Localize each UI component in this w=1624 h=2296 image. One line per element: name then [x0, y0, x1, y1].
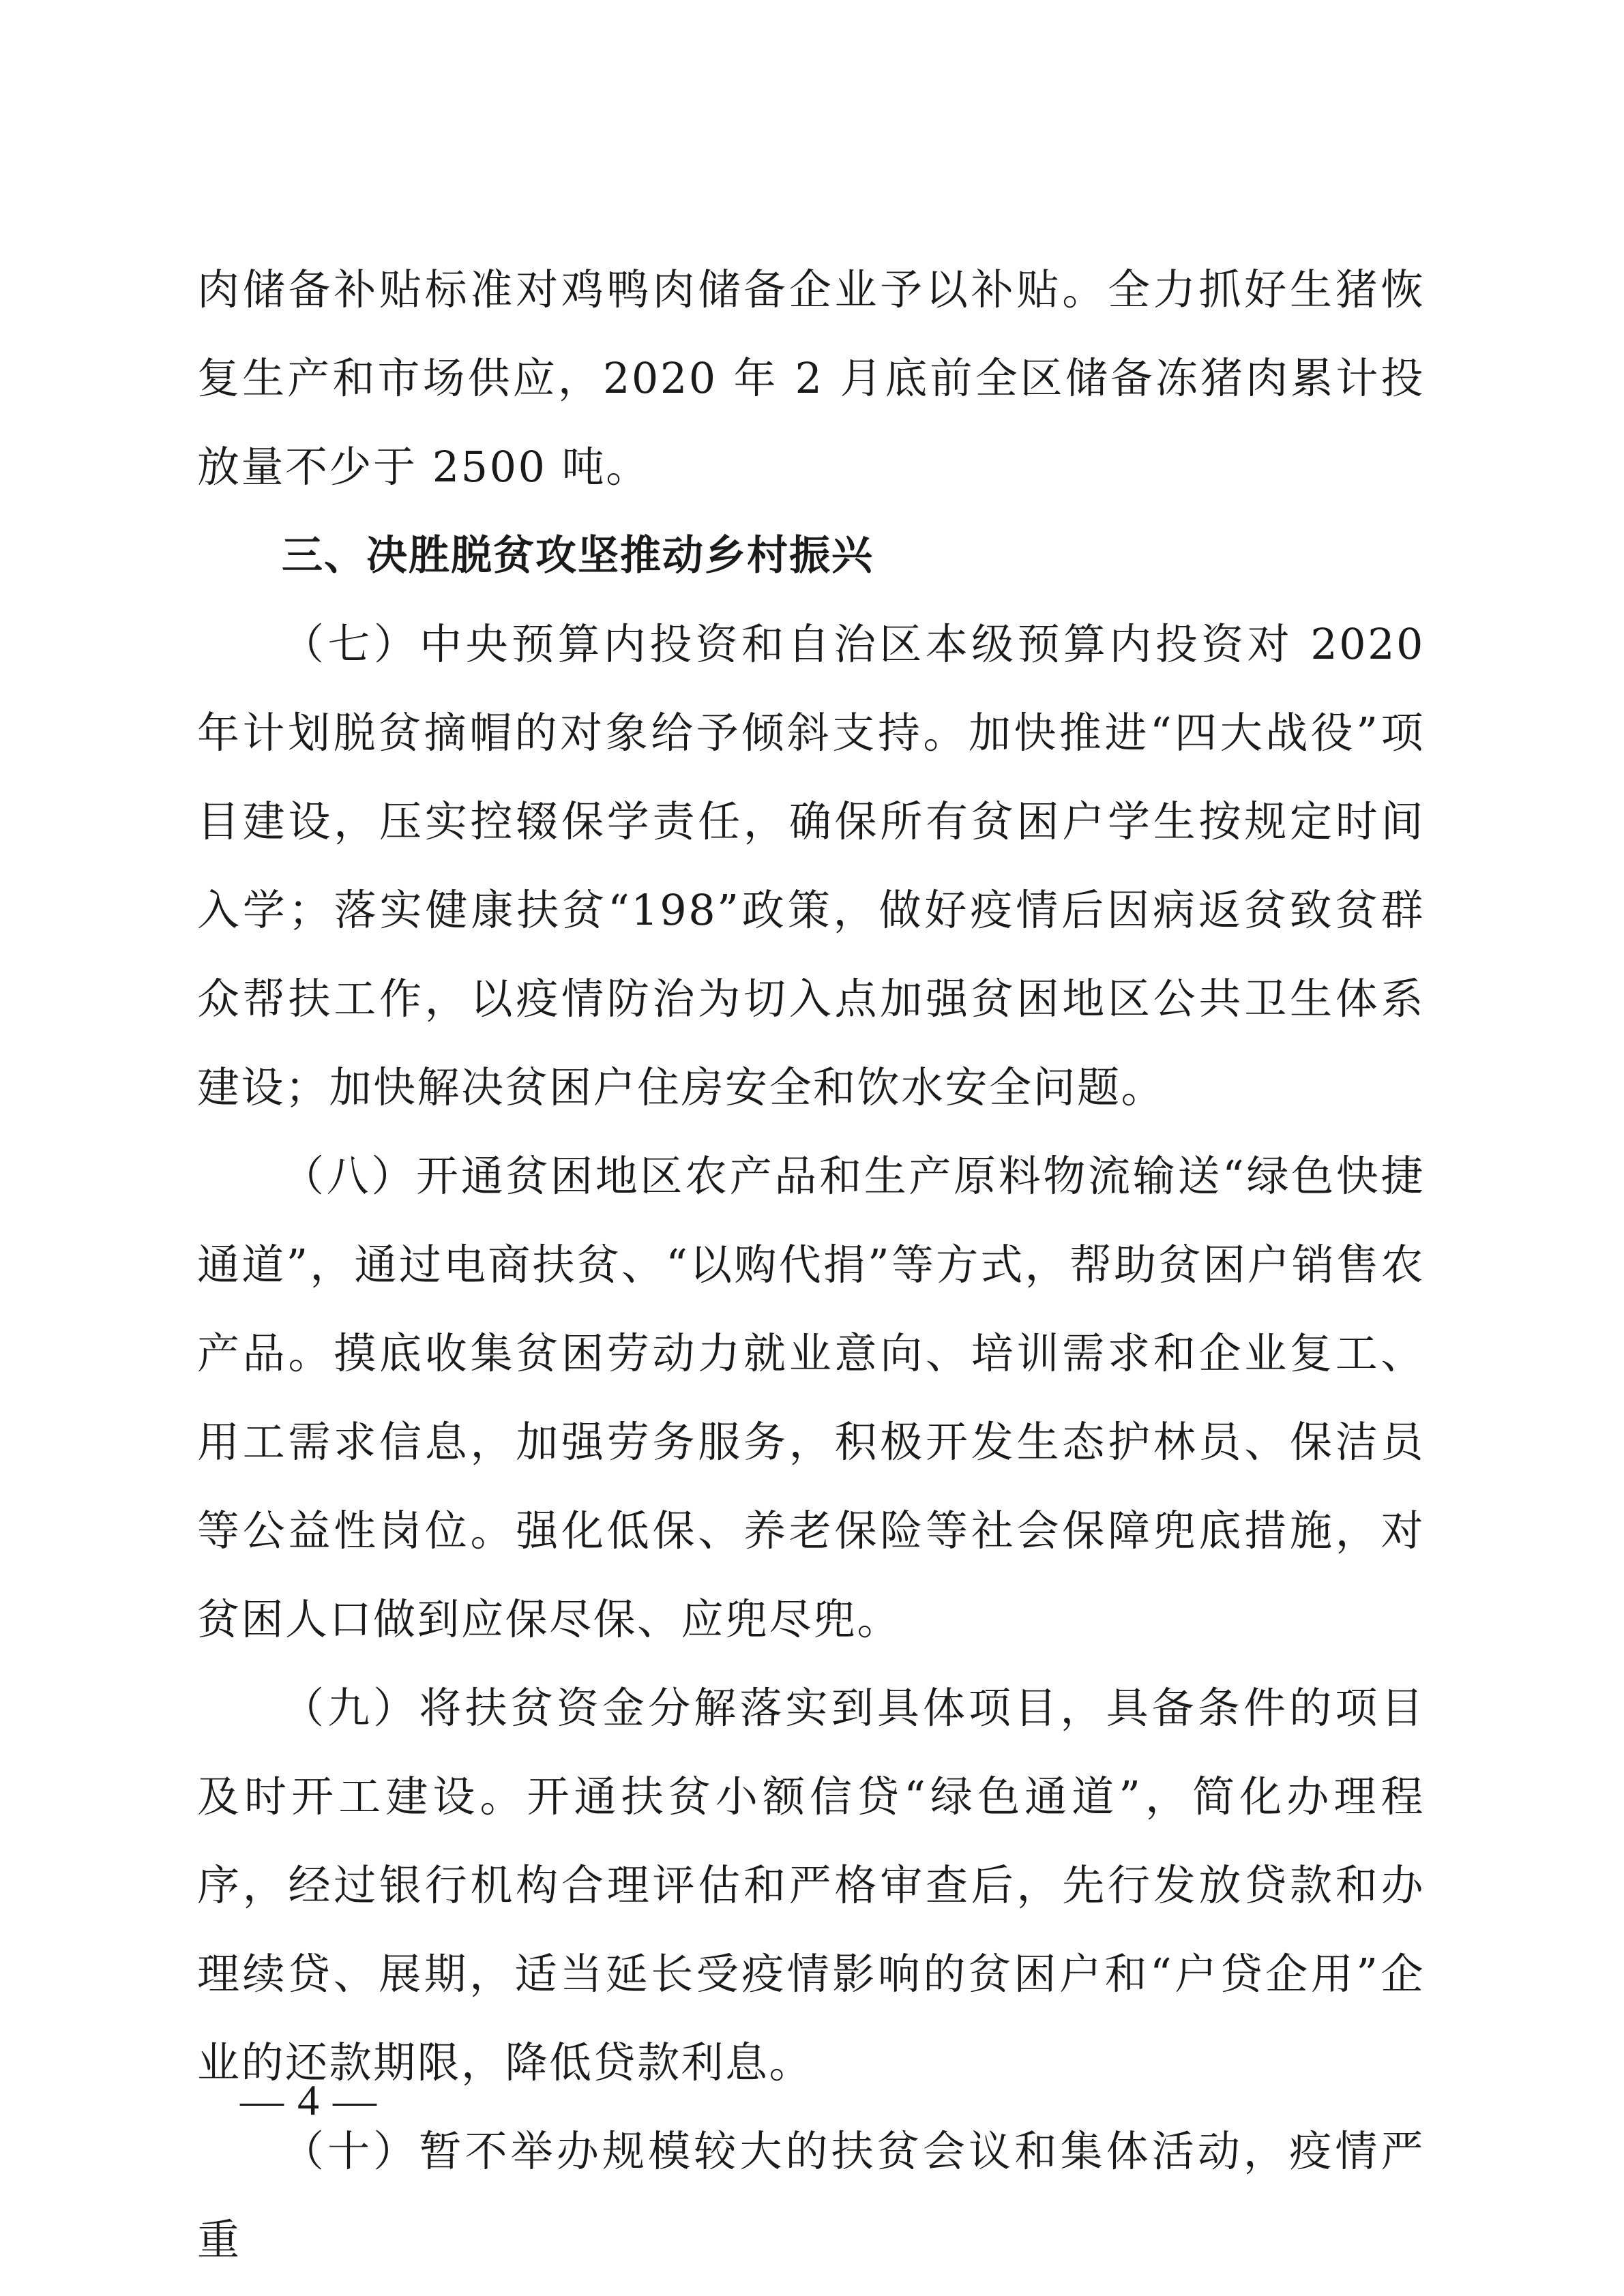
paragraph-continuation: 肉储备补贴标准对鸡鸭肉储备企业予以补贴。全力抓好生猪恢复生产和市场供应，2020 年 2 月底前全区储备冻猪肉累计投放量不少于 2500 吨。 [197, 265, 1425, 492]
section-heading: 三、决胜脱贫攻坚推动乡村振兴 [282, 532, 874, 580]
paragraph-item-7: （七）中央预算内投资和自治区本级预算内投资对 2020 年计划脱贫摘帽的对象给予倾斜支持。加快推进“四大战役”项目建设，压实控辍保学责任，确保所有贫困户学生按规定时间入学；落实健康扶贫“198”政策，做好疫情后因病返贫致贫群众帮扶工作，以疫情防治为切入点加强贫困地区公共卫生体系建设；加快解决贫困户住房安全和饮水安全问题。 [197, 619, 1425, 1112]
document-body [197, 245, 1425, 2284]
paragraph-item-8: （八）开通贫困地区农产品和生产原料物流输送“绿色快捷通道”，通过电商扶贫、“以购代捐”等方式，帮助贫困户销售农产品。摸底收集贫困劳动力就业意向、培训需求和企业复工、用工需求信息，加强劳务服务，积极开发生态护林员、保洁员等公益性岗位。强化低保、养老保险等社会保障兜底措施，对贫困人口做到应保尽保、应兜尽兜。 [197, 1151, 1425, 1644]
paragraph-item-10: （十）暂不举办规模较大的扶贫会议和集体活动，疫情严重 [197, 2126, 1425, 2265]
paragraph-item-9: （九）将扶贫资金分解落实到具体项目，具备条件的项目及时开工建设。开通扶贫小额信贷“绿色通道”，简化办理程序，经过银行机构合理评估和严格审查后，先行发放贷款和办理续贷、展期，适当延长受疫情影响的贫困户和“户贷企用”企业的还款期限，降低贷款利息。 [197, 1683, 1425, 2087]
page-number: — 4 — [240, 2076, 378, 2124]
